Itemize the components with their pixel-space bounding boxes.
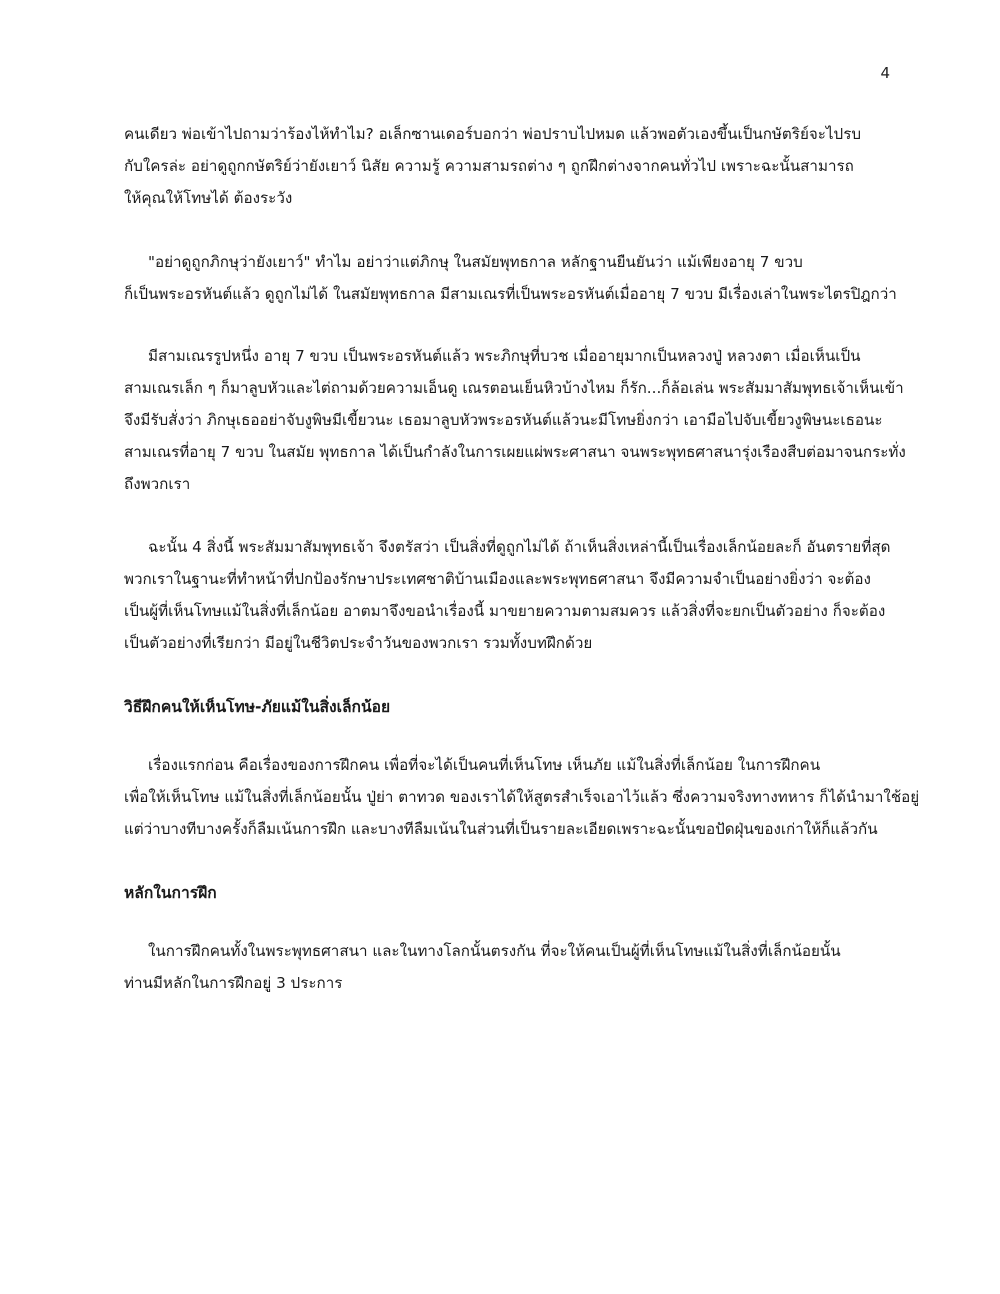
section-heading: วิธีฝึกคนให้เห็นโทษ-ภัยแม้ในสิ่งเล็กน้อย: [124, 698, 391, 716]
paragraph-line: มีสามเณรรูปหนึ่ง อายุ 7 ขวบ เป็นพระอรหันต์แล้ว พระภิกษุที่บวช เมื่ออายุมากเป็นหลวงปู่ หลวงตา เมื่อเห็นเป็น: [148, 347, 861, 365]
paragraph-line: เรื่องแรกก่อน คือเรื่องของการฝึกคน เพื่อที่จะได้เป็นคนที่เห็นโทษ เห็นภัย แม้ในสิ่งที่เล็กน้อย ในการฝึกคน: [148, 756, 821, 774]
paragraph-line: ท่านมีหลักในการฝึกอยู่ 3 ประการ: [124, 974, 343, 992]
paragraph-line: ให้คุณให้โทษได้ ต้องระวัง: [124, 189, 293, 207]
paragraph-line: เป็นผู้ที่เห็นโทษแม้ในสิ่งที่เล็กน้อย อาตมาจึงขอนำเรื่องนี้ มาขยายความตามสมควร แล้วสิ่งที่จะยกเป็นตัวอย่าง ก็จะต้อง: [124, 602, 886, 620]
paragraph-line: "อย่าดูถูกภิกษุว่ายังเยาว์" ทำไม อย่าว่าแต่ภิกษุ ในสมัยพุทธกาล หลักฐานยืนยันว่า แม้เพียงอายุ 7 ขวบ: [148, 253, 803, 271]
paragraph-line: สามเณรเล็ก ๆ ก็มาลูบหัวและไต่ถามด้วยความเอ็นดู เณรตอนเย็นหิวบ้างไหม ก็รัก...ก็ล้อเล่น พระสัมมาสัมพุทธเจ้าเห็นเข้า: [124, 379, 904, 397]
document-body: [124, 118, 920, 999]
paragraph-line: ถึงพวกเรา: [124, 475, 191, 493]
paragraph-1: [124, 118, 894, 214]
paragraph-line: เป็นตัวอย่างที่เรียกว่า มีอยู่ในชีวิตประจำวันของพวกเรา รวมทั้งบทฝึกด้วย: [124, 634, 593, 652]
paragraph-line: จึงมีรับสั่งว่า ภิกษุเธออย่าจับงูพิษมีเขี้ยวนะ เธอมาลูบหัวพระอรหันต์แล้วนะมีโทษยิ่งกว่า เอามือไปจับเขี้ยวงูพิษนะเธอนะ: [124, 411, 883, 429]
page-number: 4: [880, 64, 890, 82]
paragraph-3: [124, 340, 906, 500]
paragraph-line: กับใครล่ะ อย่าดูถูกกษัตริย์ว่ายังเยาว์ นิสัย ความรู้ ความสามรถต่าง ๆ ถูกฝึกต่างจากคนทั่วไป เพราะฉะนั้นสามารถ: [124, 157, 854, 175]
paragraph-line: ในการฝึกคนทั้งในพระพุทธศาสนา และในทางโลกนั้นตรงกัน ที่จะให้คนเป็นผู้ที่เห็นโทษแม้ในสิ่งที่เล็กน้อยนั้น: [148, 942, 841, 960]
paragraph-line: ฉะนั้น 4 สิ่งนี้ พระสัมมาสัมพุทธเจ้า จึงตรัสว่า เป็นสิ่งที่ดูถูกไม่ได้ ถ้าเห็นสิ่งเหล่านี้เป็นเรื่องเล็กน้อยละก็ อันตรายที่สุด: [148, 538, 891, 556]
paragraph-4: [124, 531, 894, 659]
section-1-paragraph: [124, 749, 920, 845]
paragraph-line: เพื่อให้เห็นโทษ แม้ในสิ่งที่เล็กน้อยนั้น ปู่ย่า ตาทวด ของเราได้ให้สูตรสำเร็จเอาไว้แล้ว ซึ่งความจริงทางทหาร ก็ได้นำมาใช้อยู่: [124, 788, 920, 806]
paragraph-line: สามเณรที่อายุ 7 ขวบ ในสมัย พุทธกาล ได้เป็นกำลังในการเผยแผ่พระศาสนา จนพระพุทธศาสนารุ่งเรืองสืบต่อมาจนกระทั่ง: [124, 443, 906, 461]
section-heading: หลักในการฝึก: [124, 884, 217, 902]
section-2-paragraph: [124, 935, 894, 999]
paragraph-2: [124, 246, 897, 310]
paragraph-line: พวกเราในฐานะที่ทำหน้าที่ปกป้องรักษาประเทศชาติบ้านเมืองและพระพุทธศาสนา จึงมีความจำเป็นอย่างยิ่งว่า จะต้อง: [124, 570, 871, 588]
paragraph-line: คนเดียว พ่อเข้าไปถามว่าร้องไห้ทำไม? อเล็กซานเดอร์บอกว่า พ่อปราบไปหมด แล้วพอตัวเองขึ้นเป็นกษัตริย์จะไปรบ: [124, 125, 861, 143]
paragraph-line: แต่ว่าบางทีบางครั้งก็ลืมเน้นการฝึก และบางทีลืมเน้นในส่วนที่เป็นรายละเอียดเพราะฉะนั้นขอปัดฝุ่นของเก่าให้ก็แล้วกัน: [124, 820, 878, 838]
paragraph-line: ก็เป็นพระอรหันต์แล้ว ดูถูกไม่ได้ ในสมัยพุทธกาล มีสามเณรที่เป็นพระอรหันต์เมื่ออายุ 7 ขวบ มีเรื่องเล่าในพระไตรปิฎกว่า: [124, 285, 897, 303]
